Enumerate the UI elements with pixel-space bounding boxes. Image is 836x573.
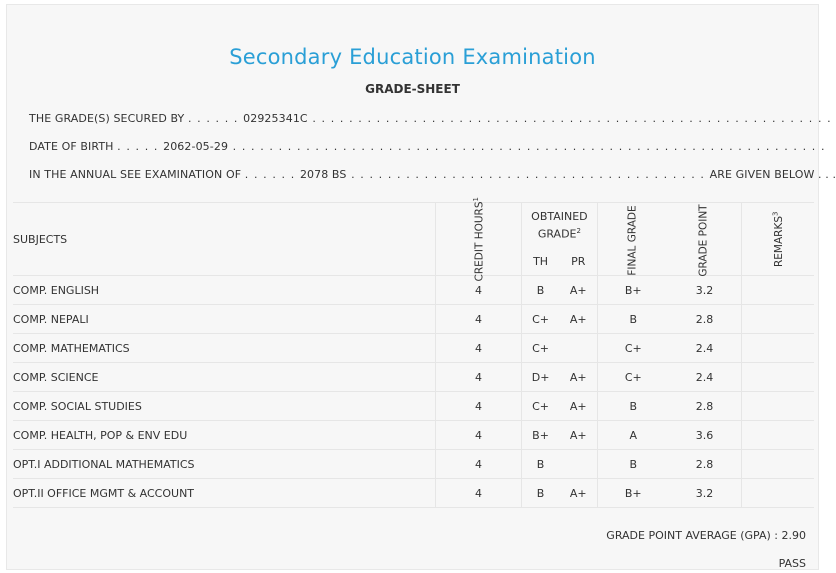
subject-cell: OPT.I ADDITIONAL MATHEMATICS — [13, 450, 436, 479]
credit-cell: 4 — [436, 305, 521, 334]
table-row — [13, 363, 814, 392]
th-cell: D+ — [521, 363, 559, 392]
grade-point-cell: 2.4 — [668, 363, 741, 392]
pr-cell — [559, 334, 597, 363]
remarks-cell — [741, 276, 814, 305]
th-cell: C+ — [521, 334, 559, 363]
dob-label: DATE OF BIRTH — [29, 140, 114, 153]
th-cell: C+ — [521, 392, 559, 421]
grade-point-header: GRADE POINT — [668, 203, 741, 276]
remarks-cell — [741, 392, 814, 421]
pr-header: PR — [559, 247, 597, 276]
credit-cell: 4 — [436, 450, 521, 479]
remarks-cell — [741, 450, 814, 479]
subject-cell: COMP. NEPALI — [13, 305, 436, 334]
secured-by-label: THE GRADE(S) SECURED BY — [29, 112, 185, 125]
remarks-header: REMARKS$^3$ — [741, 203, 814, 276]
remarks-cell — [741, 363, 814, 392]
final-grade-cell: B+ — [598, 276, 669, 305]
credit-cell: 4 — [436, 479, 521, 508]
final-grade-cell: B — [598, 450, 669, 479]
subject-cell: COMP. HEALTH, POP & ENV EDU — [13, 421, 436, 450]
exam-label: IN THE ANNUAL SEE EXAMINATION OF — [29, 168, 242, 181]
th-cell: B+ — [521, 421, 559, 450]
credit-cell: 4 — [436, 421, 521, 450]
pr-cell: A+ — [559, 276, 597, 305]
final-grade-cell: B+ — [598, 479, 669, 508]
obtained-grade-header: OBTAINED GRADE$^2$ — [521, 203, 597, 248]
credit-cell: 4 — [436, 392, 521, 421]
grade-sheet — [6, 4, 836, 570]
pr-cell: A+ — [559, 305, 597, 334]
credit-cell: 4 — [436, 334, 521, 363]
subject-cell: OPT.II OFFICE MGMT & ACCOUNT — [13, 479, 436, 508]
grade-point-cell: 3.2 — [668, 276, 741, 305]
given-below: ARE GIVEN BELOW . . . — [709, 168, 836, 181]
gpa-line — [606, 529, 806, 542]
subject-cell: COMP. SOCIAL STUDIES — [13, 392, 436, 421]
exam-title: Secondary Education Examination — [229, 45, 596, 69]
grade-point-cell: 3.2 — [668, 479, 741, 508]
table-row — [13, 305, 814, 334]
result-status: PASS — [778, 557, 806, 570]
remarks-cell — [741, 334, 814, 363]
symbol-number: 02925341C — [243, 112, 308, 125]
grade-point-cell: 2.8 — [668, 305, 741, 334]
remarks-cell — [741, 479, 814, 508]
gpa-label: GRADE POINT AVERAGE (GPA) : — [606, 529, 778, 542]
remarks-cell — [741, 421, 814, 450]
th-cell: B — [521, 276, 559, 305]
remarks-cell — [741, 305, 814, 334]
th-cell: B — [521, 450, 559, 479]
final-grade-cell: C+ — [598, 334, 669, 363]
pr-cell: A+ — [559, 421, 597, 450]
grade-point-cell: 2.8 — [668, 392, 741, 421]
grade-point-cell: 3.6 — [668, 421, 741, 450]
dob-line: DATE OF BIRTH . . . . . 2062-05-29 . . . . . . . . . . . . . . . . . . . . . . . . . . . . . . . . . . . . . . . . . . . . . . . . . . . . . . . . . . . . . . . . . — [29, 140, 826, 153]
table-row — [13, 479, 814, 508]
credit-cell: 4 — [436, 363, 521, 392]
table-row — [13, 450, 814, 479]
pr-cell: A+ — [559, 363, 597, 392]
th-header: TH — [521, 247, 559, 276]
table-row — [13, 334, 814, 363]
grade-point-cell: 2.8 — [668, 450, 741, 479]
th-cell: B — [521, 479, 559, 508]
subject-cell: COMP. ENGLISH — [13, 276, 436, 305]
th-cell: C+ — [521, 305, 559, 334]
final-grade-cell: B — [598, 305, 669, 334]
date-of-birth: 2062-05-29 — [163, 140, 229, 153]
table-header-row — [13, 203, 814, 248]
subject-cell: COMP. SCIENCE — [13, 363, 436, 392]
table-row — [13, 276, 814, 305]
exam-year: 2078 BS — [299, 168, 347, 181]
subjects-header: SUBJECTS — [13, 203, 436, 276]
pr-cell — [559, 450, 597, 479]
table-row — [13, 421, 814, 450]
final-grade-cell: B — [598, 392, 669, 421]
pr-cell: A+ — [559, 479, 597, 508]
credit-cell: 4 — [436, 276, 521, 305]
sheet-title: GRADE-SHEET — [365, 82, 460, 96]
pr-cell: A+ — [559, 392, 597, 421]
final-grade-header: FINAL GRADE — [598, 203, 669, 276]
subject-cell: COMP. MATHEMATICS — [13, 334, 436, 363]
exam-line: IN THE ANNUAL SEE EXAMINATION OF . . . . . . 2078 BS . . . . . . . . . . . . . . . . . . . . . . . . . . . . . . . . . . . . . . . ARE GIVEN BELOW . . . — [29, 168, 836, 181]
grade-point-cell: 2.4 — [668, 334, 741, 363]
secured-by-line: THE GRADE(S) SECURED BY . . . . . . 02925341C . . . . . . . . . . . . . . . . . . . . . . . . . . . . . . . . . . . . . . . . . . . . . . . . . . . . . . . . . — [29, 112, 832, 125]
final-grade-cell: C+ — [598, 363, 669, 392]
table-row — [13, 392, 814, 421]
grades-table — [13, 196, 814, 508]
gpa-value: 2.90 — [781, 529, 806, 542]
credit-hours-header: CREDIT HOURS$^1$ — [436, 203, 521, 276]
final-grade-cell: A — [598, 421, 669, 450]
